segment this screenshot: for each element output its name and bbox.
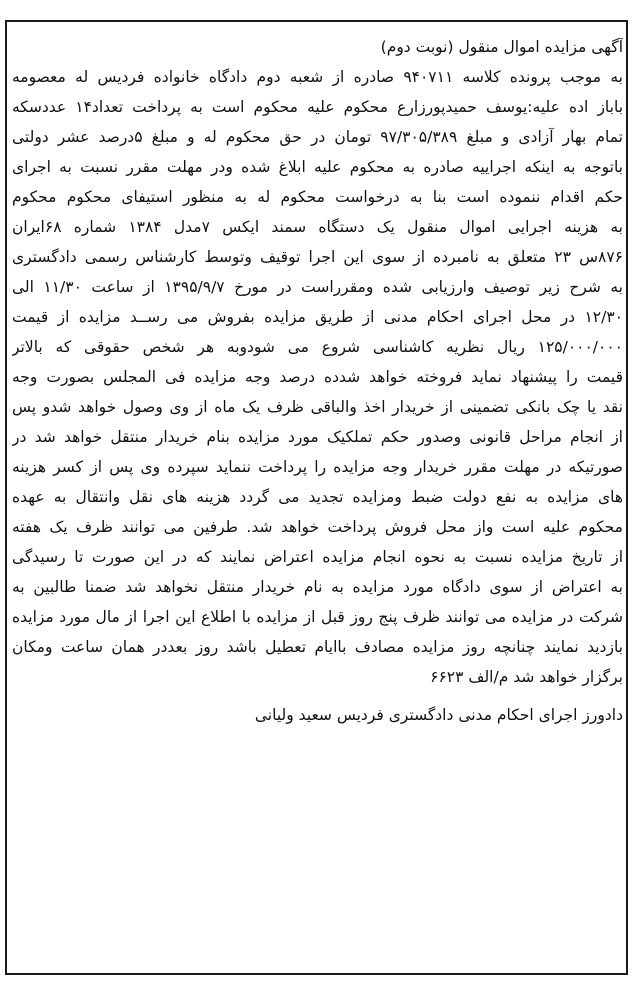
notice-line: نقد یا چک بانکی تضمینی از خریدار اخذ والباقی ظرف یک ماه از وی وصول خواهد شدو پس [12,398,623,416]
notice-line: تمام بهار آزادی و مبلغ ۹۷/۳۰۵/۳۸۹ تومان در حق محکوم له و مبلغ ۵درصد عشر دولتی [12,128,623,146]
notice-line: محکوم علیه است واز محل فروش پرداخت خواهد شد. طرفین می توانند ظرف یک هفته [12,518,623,536]
notice-line: بازدید نمایند چنانچه روز مزایده مصادف باایام تعطیل باشد روز بعددر همان ساعت ومکان [12,638,623,656]
auction-notice [12,32,623,730]
notice-line: ۱۲۵/۰۰۰/۰۰۰ ریال نظریه کاشناسی شروع می شودوبه هر شخص حقوقی که بالاتر [12,338,623,356]
notice-line: به هزینه اجرایی اموال منقول یک دستگاه سمند ایکس ۷مدل ۱۳۸۴ شماره ۶۸ایران [12,218,623,236]
notice-line: به اعتراض از سوی دادگاه مورد مزایده به نام خریدار منتقل نخواهد شد ضمنا طالبین به [12,578,623,596]
notice-line: صورتیکه در مهلت مقرر خریدار وجه مزایده را پرداخت ننماید سپرده وی پس از کسر هزینه [12,458,623,476]
notice-line: از انجام مراحل قانونی وصدور حکم تملکیک مورد مزایده بنام خریدار منتقل خواهد شد در [12,428,623,446]
notice-line: ۱۲/۳۰ در محل اجرای احکام مدنی از طریق مزایده بفروش می رســد مزایده از قیمت [12,308,623,326]
notice-line: به موجب پرونده کلاسه ۹۴۰۷۱۱ صادره از شعبه دوم دادگاه خانواده فردیس له معصومه [12,68,623,86]
notice-line: به شرح زیر توصیف وارزیابی شده ومقرراست در مورخ ۱۳۹۵/۹/۷ از ساعت ۱۱/۳۰ الی [12,278,623,296]
notice-line: شرکت در مزایده می توانند ظرف پنج روز قبل از مزایده با اطلاع این اجرا از مال مورد مزایده [12,608,623,626]
notice-line: حکم اقدام ننموده است بنا به درخواست محکوم له به منظور استیفای محکوم محکوم [12,188,623,206]
notice-line: قیمت را پیشنهاد نماید فروخته خواهد شدده درصد وجه مزایده فی المجلس بصورت وجه [12,368,623,386]
notice-line: ۸۷۶س ۲۳ متعلق به نامبرده از سوی این اجرا توقیف وتوسط کارشناس رسمی دادگستری [12,248,623,266]
notice-signature: دادورز اجرای احکام مدنی دادگستری فردیس سعید ولیانی [254,706,623,724]
notice-line: های مزایده به نفع دولت ضبط ومزایده تجدید می گردد هزینه های نقل وانتقال به عهده [12,488,623,506]
notice-body [12,62,623,692]
notice-line: باباز اده علیه:یوسف حمیدپورزارع محکوم علیه محکوم است به پرداخت تعداد۱۴ عددسکه [12,98,623,116]
notice-line: از تاریخ مزایده نسبت به نحوه انجام مزایده اعتراض نمایند که در این صورت تا رسیدگی [12,548,623,566]
notice-title: آگهی مزایده اموال منقول (نوبت دوم) [380,38,623,56]
notice-line: برگزار خواهد شد م/الف ۶۶۲۳ [430,668,623,686]
notice-line: باتوجه به اینکه اجراییه صادره به محکوم علیه ابلاغ شده ودر مهلت مقرر نسبت به اجرای [12,158,623,176]
